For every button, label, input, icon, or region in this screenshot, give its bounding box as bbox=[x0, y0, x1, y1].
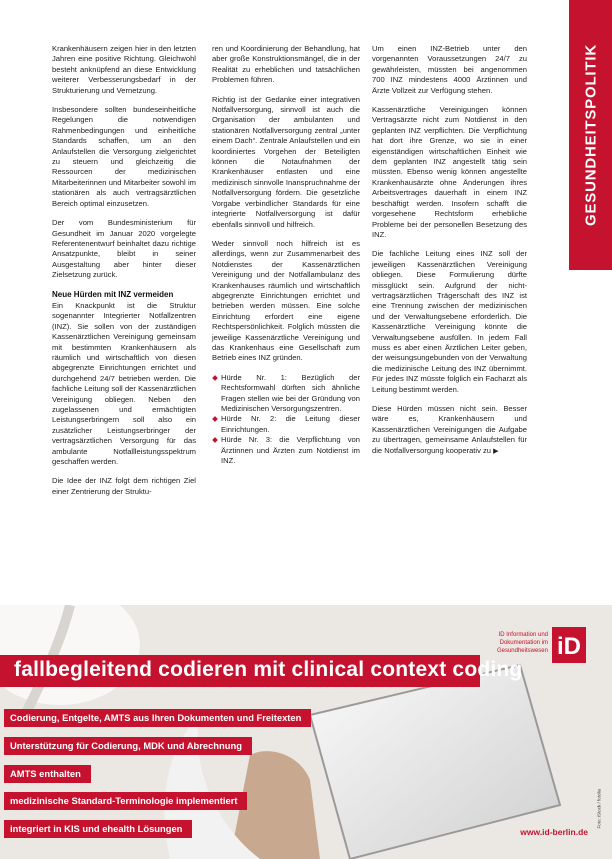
id-logo-mark bbox=[552, 627, 586, 663]
logo-text-line: ID Information und bbox=[498, 632, 548, 638]
article-column-3 bbox=[372, 44, 527, 466]
bullet-item: Hürde Nr. 2: die Leitung dieser Einrichtungen. bbox=[212, 414, 360, 435]
paragraph bbox=[372, 404, 527, 457]
paragraph: Weder sinnvoll noch hilfreich ist es allerdings, wenn zur Zusammenarbeit des Notdienstes der Kassenärztlichen Vereinigung und der Notfallambulanz des Krankenhauses räumlich und wirtschaftlich abgegrenzte Einrichtungen errichtet und betrieben werden müssen. Eine solche Einrichtung erfordert eine eigene Rechtspersönlichkeit. Folglich müssten die jeweilige Kassenärztliche Vereinigung und das Krankenhaus eine Gesellschaft zum Betrieb eines INZ gründen. bbox=[212, 238, 360, 363]
paragraph-text: Diese Hürden müssen nicht sein. Besser wäre es, Krankenhäusern und Kassenärztlichen Vereinigungen die Aufgabe zu übertragen, gemeinsame Anlaufstellen für die Notfallversorgung kooperativ zu bbox=[372, 404, 527, 455]
paragraph: Ein Knackpunkt ist die Struktur sogenannter Integrierter Notfallzentren (INZ). Sie sollen von der zuständigen Kassenärztlichen Vereinigung gemeinsam mit bestimmten Krankenhäusern als räumlich und wirtschaftlich von diesen abgegrenzte Einrichtungen errichtet und durchgehend 24/7 betrieben werden. Die fachliche Leitung soll der Kassenärztlichen Vereinigung obliegen. Neben den zugelassenen und ermächtigten Leistungserbringern soll also ein zusätzlicher Leistungserbringer der vertragsärztlichen Versorgung für das ambulante Notfallleistungsspektrum geschaffen werden. bbox=[52, 300, 196, 467]
paragraph: Die Idee der INZ folgt dem richtigen Ziel einer Zentrierung der Struktu- bbox=[52, 476, 196, 496]
paragraph: ren und Koordinierung der Behandlung, hat aber große Konstruktionsmängel, die in der Realität zu erheblichen und tatsächlichen Problemen führen. bbox=[212, 44, 360, 85]
bullet-item: Hürde Nr. 1: Bezüglich der Rechtsformwahl dürften sich ähnliche Fragen stellen wie bei der Gründung von Medizinischen Versorgungszentren. bbox=[212, 373, 360, 415]
article-column-1 bbox=[52, 44, 196, 506]
paragraph: Insbesondere sollten bundeseinheitliche Regelungen die notwendigen Rahmenbedingungen und einheitliche Standards schaffen, um an den Anlaufstellen die Versorgung zielgerichtet zu steuern und gleichzeitig die Ressourcen der medizinischen Mitarbeiterinnen und Mitarbeiter sowohl im stationären als auch vertragsärztlichen Bereich optimal einzusetzen. bbox=[52, 105, 196, 208]
logo-mark-text: iD bbox=[557, 633, 581, 660]
logo-text-line: Dokumentation im bbox=[499, 640, 548, 646]
paragraph: Krankenhäusern zeigen hier in den letzten Jahren eine positive Richtung. Gleichwohl besteht anknüpfend an diese Entwicklung weiterer Verbesserungsbedarf in der Strukturierung und Vernetzung. bbox=[52, 44, 196, 95]
section-tab bbox=[569, 0, 612, 270]
ad-feature-item: integriert in KIS und ehealth Lösungen bbox=[4, 820, 192, 838]
subheading: Neue Hürden mit INZ vermeiden bbox=[52, 289, 174, 299]
paragraph: Um einen INZ-Betrieb unter den vorgenannten Voraussetzungen 24/7 zu gewährleisten, müssten bei angenommen 700 INZ mindestens 4000 Ärztinnen und Ärzte Vollzeit zur Verfügung stehen. bbox=[372, 44, 527, 95]
continue-arrow-icon: ▶ bbox=[493, 447, 499, 455]
paragraph: Richtig ist der Gedanke einer integrativen Notfallversorgung, sinnvoll ist auch die Organisation der ambulanten und stationären Notfallversorgung zentral „unter einem Dach“. Zentrale Anlaufstellen und ein koordiniertes Vorgehen der Beteiligten können die Notaufnahmen der Krankenhäuser entlasten und eine medizinisch sinnvolle Inanspruchnahme der Notfallversorgung fördern. Die gesetzliche Vorgabe verbindlicher Standards für eine integrierte Notfallversorgung ist dafür ebenfalls sinnvoll und hilfreich. bbox=[212, 94, 360, 229]
paragraph: Der vom Bundesministerium für Gesundheit im Januar 2020 vorgelegte Referentenentwurf beinhaltet dazu richtige Ansatzpunkte, bleibt in seiner Ausgestaltung aber hinter dieser Zielsetzung zurück. bbox=[52, 218, 196, 280]
logo-text-line: Gesundheitswesen bbox=[496, 648, 548, 654]
bullet-list bbox=[212, 373, 360, 467]
paragraph: Kassenärztliche Vereinigungen können Vertragsärzte nicht zum Notdienst in den geplanten INZ verpflichten. Die Verpflichtung hat dort ihre Grenze, wo sie in einer eigenständigen wirtschaftlichen Einheit wie dem geplanten INZ angestellt tätig sein müssten. Ebenso wenig können angestellte Krankenhausärzte ohne Änderungen ihres Arbeitsvertrages dauerhaft in einem INZ beschäftigt werden. Insofern schafft die vorgesehene Rechtsform erhebliche Probleme bei der personellen Besetzung des INZ. bbox=[372, 105, 527, 239]
ad-feature-item: Unterstützung für Codierung, MDK und Abrechnung bbox=[4, 737, 252, 755]
ad-feature-item: medizinische Standard-Terminologie implementiert bbox=[4, 792, 247, 810]
ad-feature-item: AMTS enthalten bbox=[4, 765, 91, 783]
bullet-item: Hürde Nr. 3: die Verpflichtung von Ärztinnen und Ärzten zum Notdienst im INZ. bbox=[212, 435, 360, 466]
paragraph: Die fachliche Leitung eines INZ soll der jeweiligen Kassenärztlichen Vereinigung obliegen. Diese Formulierung dürfte missglückt sein. Aufgrund der nicht-vertragsärztlichen Trägerschaft des INZ ist eine Trennung zwischen der medizinischen und der Verwaltungsebene erforderlich. Die Kassenärztliche Vereinigung könnte die Verwaltungsebene ausfüllen. In jedem Fall muss es aber einen Ärztlichen Leiter geben, der weisungsungebunden von der Verwaltung die medizinische Leitung des INZ übernimmt. Für jedes INZ müsste folglich ein Facharzt als Leitung bestimmt werden. bbox=[372, 249, 527, 394]
ad-url-link[interactable]: www.id-berlin.de bbox=[520, 827, 588, 837]
advertisement bbox=[0, 605, 612, 859]
ad-headline: fallbegleitend codieren mit clinical context coding bbox=[14, 658, 523, 681]
ad-feature-item: Codierung, Entgelte, AMTS aus Ihren Dokumenten und Freitexten bbox=[4, 709, 311, 727]
photo-credit: Foto: iStock / fotolia bbox=[597, 789, 602, 829]
article-column-2 bbox=[212, 44, 360, 466]
logo-text bbox=[466, 631, 548, 655]
section-tab-label: GESUNDHEITSPOLITIK bbox=[582, 44, 599, 226]
